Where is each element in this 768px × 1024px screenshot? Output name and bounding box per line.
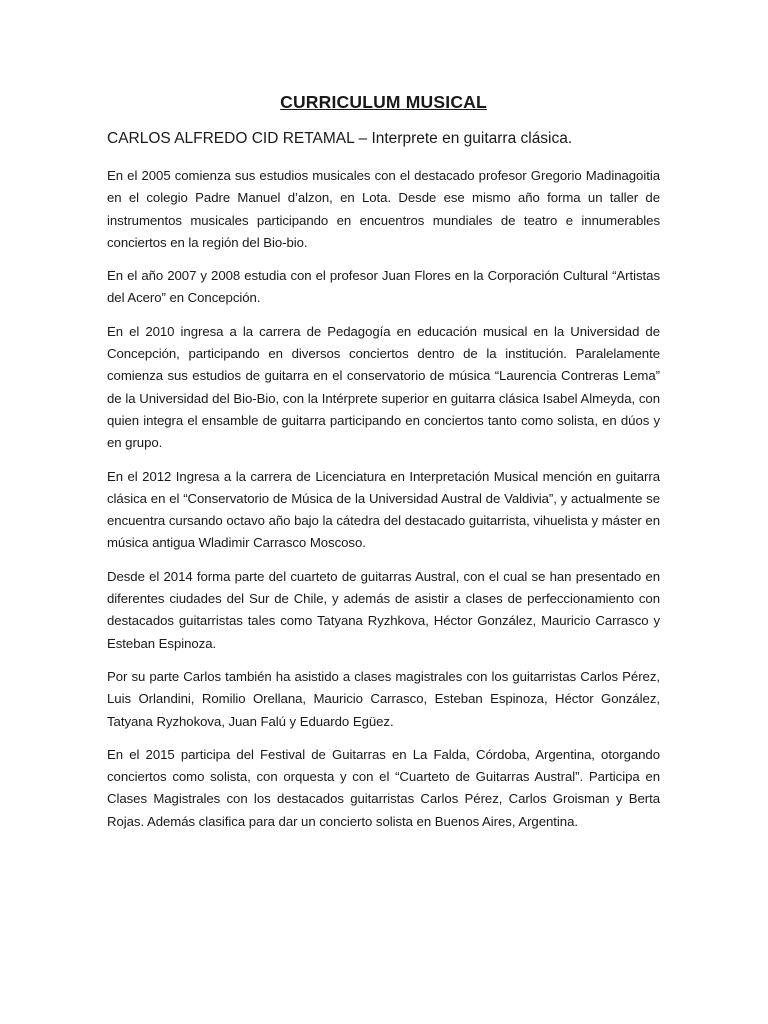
document-body: [107, 92, 660, 844]
document-subtitle: [107, 130, 660, 148]
subtitle-name: CARLOS ALFREDO CID RETAMAL: [107, 130, 355, 147]
paragraph-2012: En el 2012 Ingresa a la carrera de Licenciatura en Interpretación Musical mención en guitarra clásica en el “Conservatorio de Música de la Universidad Austral de Valdivia”, y actualmente se encuentra cursando octavo año bajo la cátedra del destacado guitarrista, vihuelista y máster en música antigua Wladimir Carrasco Moscoso.: [107, 468, 660, 551]
paragraph-2014: Desde el 2014 forma parte del cuarteto de guitarras Austral, con el cual se han presentado en diferentes ciudades del Sur de Chile, y además de asistir a clases de perfeccionamiento con destacados guitarristas tales como Tatyana Ryzhkova, Héctor González, Mauricio Carrasco y Esteban Espinoza.: [107, 568, 660, 651]
paragraph-masterclasses: Por su parte Carlos también ha asistido a clases magistrales con los guitarristas Carlos Pérez, Luis Orlandini, Romilio Orellana, Mauricio Carrasco, Esteban Espinoza, Héctor González, Tatyana Ryzhokova, Juan Falú y Eduardo Egüez.: [107, 668, 660, 729]
paragraph-2010: En el 2010 ingresa a la carrera de Pedagogía en educación musical en la Universidad de Concepción, participando en diversos conciertos dentro de la institución. Paralelamente comienza sus estudios de guitarra en el conservatorio de música “Laurencia Contreras Lema” de la Universidad del Bio-Bio, con la Intérprete superior en guitarra clásica Isabel Almeyda, con quien integra el ensamble de guitarra participando en conciertos tanto como solista, en dúos y en grupo.: [107, 323, 660, 451]
paragraph-2005: En el 2005 comienza sus estudios musicales con el destacado profesor Gregorio Madinagoitia en el colegio Padre Manuel d’alzon, en Lota. Desde ese mismo año forma un taller de instrumentos musicales participando en encuentros mundiales de teatro e innumerables conciertos en la región del Bio-bio.: [107, 168, 660, 250]
paragraph-2015: En el 2015 participa del Festival de Guitarras en La Falda, Córdoba, Argentina, otorgando conciertos como solista, con orquesta y con el “Cuarteto de Guitarras Austral”. Participa en Clases Magistrales con los destacados guitarristas Carlos Pérez, Carlos Groisman y Berta Rojas. Además clasifica para dar un concierto solista en Buenos Aires, Argentina.: [107, 746, 660, 829]
paragraph-2007: En el año 2007 y 2008 estudia con el profesor Juan Flores en la Corporación Cultural “Artistas del Acero” en Concepción.: [107, 268, 660, 306]
subtitle-role: Interprete en guitarra clásica.: [371, 130, 573, 147]
document-title: CURRICULUM MUSICAL: [280, 92, 487, 112]
subtitle-separator: –: [354, 130, 372, 147]
